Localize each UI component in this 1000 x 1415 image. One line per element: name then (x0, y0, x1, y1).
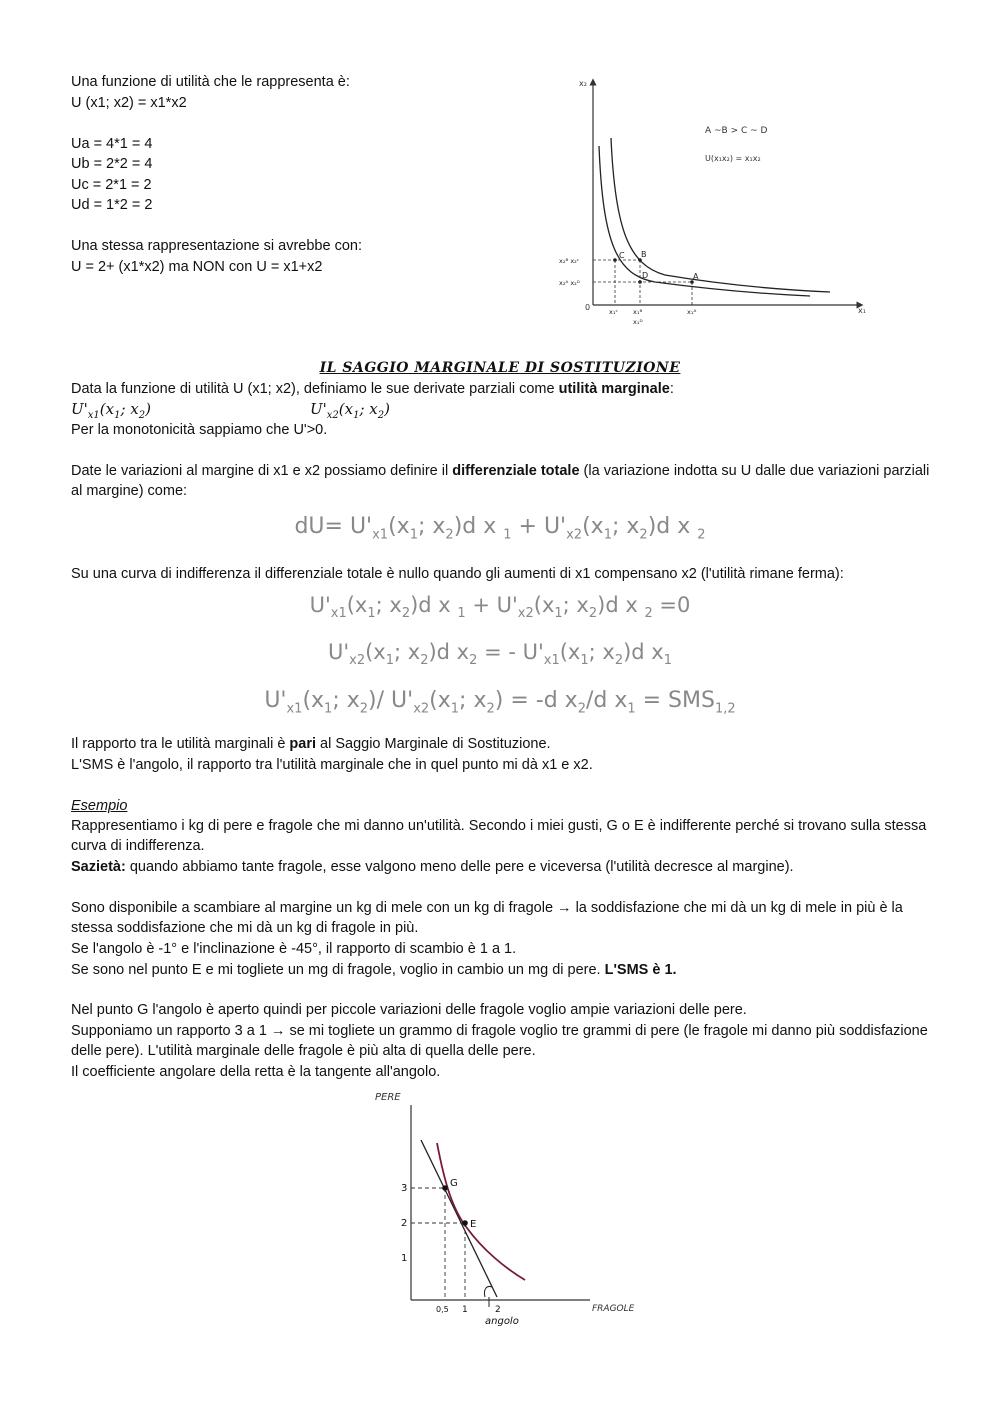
point-c (613, 258, 617, 262)
label-c: C (619, 251, 625, 260)
same-repr-formula: U = 2+ (x1*x2) ma NON con U = x1+x2 (71, 259, 323, 275)
y-axis-label: x₂ (579, 79, 587, 88)
label-b: B (641, 250, 647, 259)
x-tick-2: 2 (495, 1305, 501, 1315)
formula-total-differential: $dU= U'_{x1}(x_1$; $x_2)d$ x $_1 + U'_{x2}(x_1$; $x_2)d$ x $_2$ (294, 514, 706, 543)
y-tick-low: x₂ᴬ x₂ᴰ (559, 279, 580, 287)
utility-b: Ub = 2*2 = 4 (71, 156, 153, 172)
marginal-utility-x1: $U'_{x1}(x_1$; $x_2$) (71, 400, 151, 421)
indifference-curves-graph (555, 70, 885, 330)
label-e: E (470, 1219, 477, 1230)
angle-paragraph: Se l'angolo è -1° e l'inclinazione è -45°, il rapporto di scambio è 1 a 1. (71, 941, 517, 957)
indifference-curve (437, 1143, 525, 1280)
utility-a: Ua = 4*1 = 4 (71, 136, 153, 152)
x-axis-label: x₁ (858, 306, 866, 315)
y-tick-high: x₂ᴮ x₂ᶜ (559, 257, 580, 265)
indifference-curve-low (599, 146, 810, 296)
ratio-paragraph: Il rapporto tra le utilità marginali è pari al Saggio Marginale di Sostituzione. (71, 736, 551, 752)
same-repr-line: Una stessa rappresentazione si avrebbe con: (71, 238, 362, 254)
x-tick-1: 1 (462, 1305, 468, 1315)
marginal-utility-x2: $U'_{x2}(x_1$; $x_2$) (310, 400, 390, 421)
pere-fragole-graph (365, 1085, 655, 1340)
y-tick-3: 3 (401, 1183, 408, 1194)
formula-zero-differential: $U'_{x1}(x_1$; $x_2)d$ x $_1 + U'_{x2}(x_1$; $x_2)d$ x $_2$ =0 (309, 593, 691, 622)
example-paragraph-1: Rappresentiamo i kg di pere e fragole che mi danno un'utilità. Secondo i miei gusti, G o E è indifferente perché si trovano sulla stessa curva di indifferenza. (71, 818, 927, 854)
pere-axis-label: PERE (375, 1092, 401, 1103)
origin-label: 0 (585, 303, 591, 312)
utility-c: Uc = 2*1 = 2 (71, 177, 152, 193)
formula-rearranged: $U'_{x2}(x_1$; $x_2)d$ $x_2$ = - $U'_{x1}(x_1$; $x_2)d$ $x_1$ (327, 640, 673, 669)
angle-label: angolo (485, 1316, 519, 1327)
indifference-paragraph: Su una curva di indifferenza il differenziale totale è nullo quando gli aumenti di x1 compensano x2 (l'utilità rimane ferma): (71, 566, 844, 582)
example-heading: Esempio (71, 798, 128, 814)
x-tick-0-5: 0,5 (436, 1305, 449, 1314)
fragole-axis-label: FRAGOLE (592, 1304, 635, 1314)
point-g-paragraph: Nel punto G l'angolo è aperto quindi per piccole variazioni delle fragole voglio ampie variazioni delle pere. (71, 1002, 747, 1018)
section-title: IL SAGGIO MARGINALE DI SOSTITUZIONE (319, 360, 681, 376)
satiety-paragraph: Sazietà: quando abbiamo tante fragole, esse valgono meno delle pere e viceversa (l'utilità decresce al margine). (71, 859, 794, 875)
y-tick-2: 2 (401, 1218, 408, 1229)
point-g (442, 1185, 448, 1191)
point-e-paragraph: Se sono nel punto E e mi togliete un mg di fragole, voglio in cambio un mg di pere. L'SMS è 1. (71, 962, 677, 978)
sms-angle-line: L'SMS è l'angolo, il rapporto tra l'utilità marginale che in quel punto mi dà x1 e x2. (71, 757, 593, 773)
marginal-utility-paragraph: Data la funzione di utilità U (x1; x2), definiamo le sue derivate parziali come utilità marginale: (71, 381, 674, 397)
total-differential-paragraph: Date le variazioni al margine di x1 e x2 possiamo definire il differenziale totale (la variazione indotta su U dalle due variazioni parziali al margine) come: (71, 463, 930, 499)
intro-formula: U (x1; x2) = x1*x2 (71, 95, 187, 111)
monotonicity-line: Per la monotonicità sappiamo che U'>0. (71, 422, 328, 438)
label-g: G (450, 1178, 458, 1189)
ratio-3-to-1-paragraph: Supponiamo un rapporto 3 a 1 → se mi togliete un grammo di fragole voglio tre grammi di pere (le fragole mi danno più soddisfazione delle pere). L'utilità marginale delle fragole è più alta di quella delle pere. (71, 1023, 928, 1059)
angle-arc (484, 1286, 492, 1297)
x-tick-d: x₁ᴰ (633, 318, 643, 326)
exchange-paragraph: Sono disponibile a scambiare al margine un kg di mele con un kg di fragole → la soddisfazione che mi dà un kg di mele in più è la stessa soddisfazione che mi dà un kg di fragole in più. (71, 900, 903, 936)
y-tick-1: 1 (401, 1253, 408, 1264)
point-d (638, 280, 642, 284)
utility-d: Ud = 1*2 = 2 (71, 197, 153, 213)
x-tick-b: x₁ᴮ (633, 308, 643, 316)
label-a: A (693, 272, 699, 281)
point-e (462, 1220, 468, 1226)
tangent-line (421, 1140, 497, 1297)
x-tick-c: x₁ᶜ (609, 308, 618, 316)
x-tick-a: x₁ᴬ (687, 308, 697, 316)
formula-sms: $U'_{x1}(x_1$; $x_2)/$ $U'_{x2}(x_1$; $x_2) = -d$ $x_2/d$ $x_1 = SMS_{1,2}$ (264, 688, 736, 717)
utility-function-label: U(x₁x₂) = x₁x₂ (705, 154, 761, 163)
label-d: D (642, 271, 649, 280)
preference-order: A ~B > C ~ D (705, 126, 768, 136)
intro-line: Una funzione di utilità che le rappresenta è: (71, 74, 350, 90)
slope-paragraph: Il coefficiente angolare della retta è la tangente all'angolo. (71, 1064, 441, 1080)
